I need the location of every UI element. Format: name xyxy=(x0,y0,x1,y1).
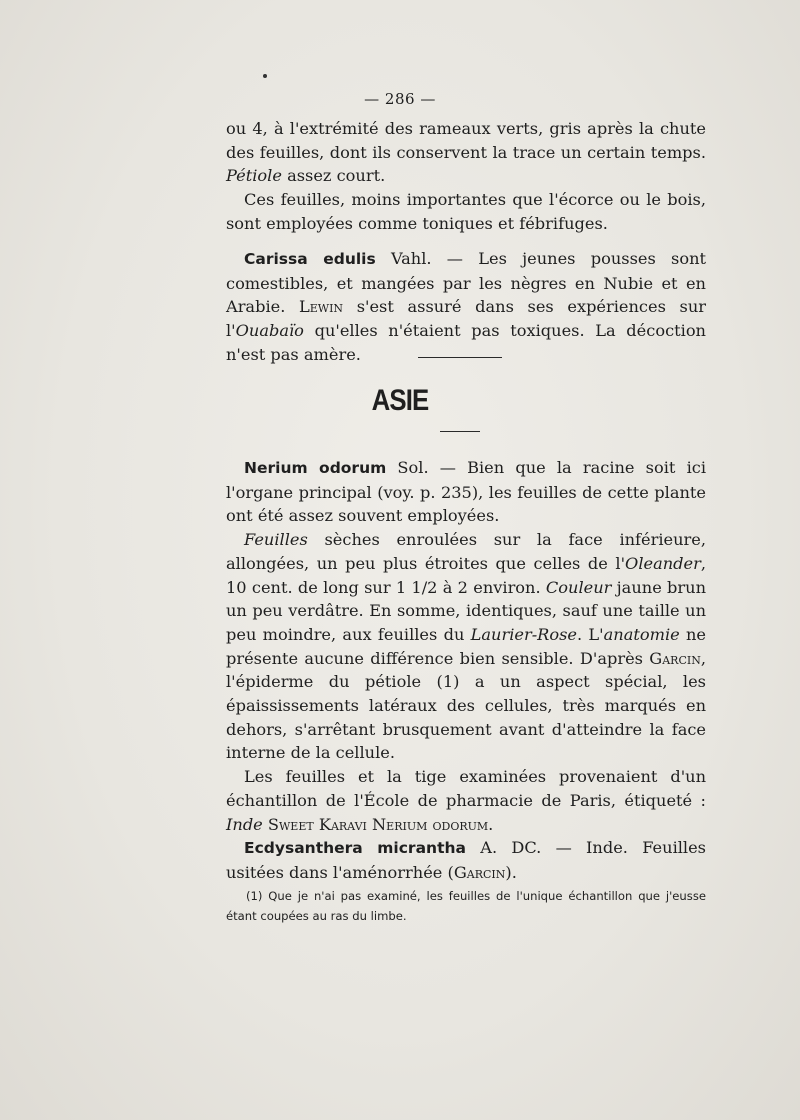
intro-text-end: assez court. xyxy=(281,166,386,186)
ecdysanthera-text: A. DC. — Inde. Feuilles usitées dans l'aménorrhée ( xyxy=(226,838,706,882)
intro-paragraph-2: Ces feuilles, moins importantes que l'écorce ou le bois, sont employées comme toniques et fébrifuges. xyxy=(226,190,706,233)
carissa-lewin: Lewin xyxy=(299,297,344,317)
carissa-text-2: s'est assuré dans ses expériences sur l' xyxy=(226,297,707,341)
carissa-paragraph xyxy=(226,247,706,367)
intro-text: ou 4, à l'extrémité des rameaux verts, gris après la chute des feuilles, dont ils conservent la trace un certain temps. xyxy=(226,119,706,162)
feuilles-text-3: jaune brun un peu verdâtre. En somme, identiques, sauf une taille un peu moindre, aux feuilles du xyxy=(226,577,706,644)
nerium-text: Sol. — Bien que la racine soit ici l'organe principal (voy. p. 235), les feuilles de cette plante ont été assez souvent employées. xyxy=(226,458,706,526)
nerium-name: Nerium odorum xyxy=(244,459,387,477)
ecdysanthera-paragraph xyxy=(226,836,706,884)
feuilles-text-4: . L' xyxy=(577,624,604,644)
feuilles-text-1: sèches enroulées sur la face inférieure, allongées, un peu plus étroites que celles de l' xyxy=(226,530,706,573)
ecdysanthera-name: Ecdysanthera micrantha xyxy=(244,839,466,858)
section-title: ASIE xyxy=(371,384,429,417)
nerium-paragraph xyxy=(226,456,706,528)
echantillon-end: . xyxy=(488,814,494,834)
ecdysanthera-end: ). xyxy=(505,862,517,882)
echantillon-paragraph xyxy=(226,765,706,836)
echantillon-inde: Inde xyxy=(226,814,263,834)
carissa-block xyxy=(226,247,706,367)
divider-bottom xyxy=(440,431,480,432)
echantillon-text: Les feuilles et la tige examinées provenaient d'un échantillon de l'École de pharmacie de Paris, étiqueté : xyxy=(226,767,706,810)
asie-block xyxy=(226,456,706,885)
feuilles-text-2: , 10 cent. de long sur 1 1/2 à 2 environ. xyxy=(226,553,706,597)
intro-block xyxy=(226,117,706,236)
carissa-text-3: qu'elles n'étaient pas toxiques. La décoction n'est pas amère. xyxy=(226,321,706,364)
intro-petiole: Pétiole xyxy=(226,166,282,186)
carissa-text: Vahl. — Les jeunes pousses sont comestibles, et mangées par les nègres en Nubie et en Arabie. xyxy=(226,249,706,317)
page-number: — 286 — xyxy=(364,90,436,108)
carissa-name: Carissa edulis xyxy=(244,250,376,268)
feuilles-term: Feuilles xyxy=(244,530,308,550)
intro-paragraph-1 xyxy=(226,117,706,188)
ecdysanthera-garcin: Garcin xyxy=(453,862,506,882)
feuilles-garcin: Garcin xyxy=(649,648,701,668)
feuilles-couleur: Couleur xyxy=(545,577,612,597)
feuilles-text-6: , l'épiderme du pétiole (1) a un aspect spécial, les épaississements latéraux des cellules, très marqués en dehors, s'arrêtant brusquement avant d'atteindre la face interne de la cellule. xyxy=(226,648,706,763)
footnote xyxy=(226,886,706,926)
ink-dot xyxy=(263,74,267,78)
carissa-ouabaio: Ouabaïo xyxy=(235,321,304,341)
footnote-text: (1) Que je n'ai pas examiné, les feuilles de l'unique échantillon que j'eusse étant coupées au ras du limbe. xyxy=(226,889,706,923)
feuilles-text-5: ne présente aucune différence bien sensible. D'après xyxy=(226,624,706,668)
divider-top xyxy=(418,357,502,358)
feuilles-oleander: Oleander xyxy=(625,553,701,573)
feuilles-laurier-rose: Laurier-Rose xyxy=(470,624,577,644)
feuilles-paragraph xyxy=(226,528,706,765)
echantillon-label: Sweet Karavi Nerium odorum xyxy=(262,814,489,834)
feuilles-anatomie: anatomie xyxy=(603,624,680,644)
